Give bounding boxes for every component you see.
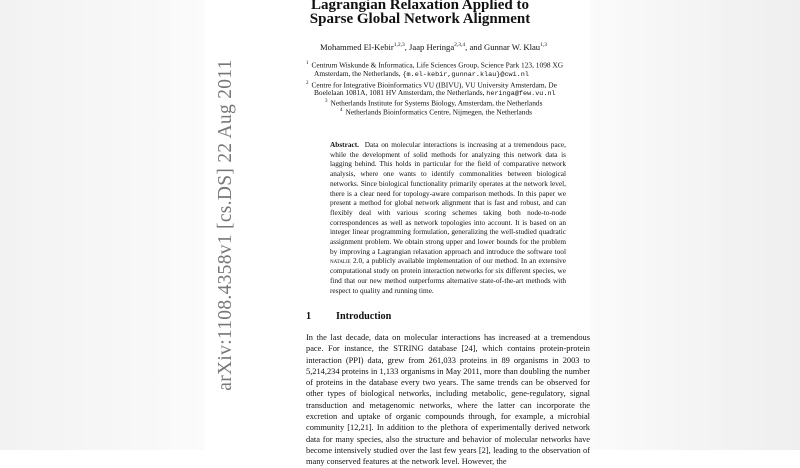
affiliation-text: Boelelaan 1081A, 1081 HV Amsterdam, the Netherlands, <box>314 88 487 97</box>
section-title: Introduction <box>336 311 392 322</box>
affiliation-text: Netherlands Bioinformatics Centre, Nijmegen, the Netherlands <box>345 107 533 117</box>
affiliation-number: 1 <box>306 61 309 66</box>
paper-title-line-2: Sparse Global Network Alignment <box>309 11 531 27</box>
affiliation-text: Centrum Wiskunde & Informatica, Life Sciences Group, Science Park 123, 1098 XG <box>311 60 564 70</box>
affiliation-text: Netherlands Institute for Systems Biology, Amsterdam, the Netherlands <box>330 98 543 108</box>
author-affil-sup: 2,3,4 <box>454 42 466 49</box>
right-margin <box>590 0 800 450</box>
section-number: 1 <box>306 311 312 322</box>
abstract-text: 2.0, a publicly available implementation of our method. In an extensive computational study on protein interaction networks for six different species, we find that our new method outperforms alternative state-of-the-art methods with respect to quality and running time. <box>330 256 566 295</box>
introduction-paragraph: In the last decade, data on molecular interactions has increased at a tremendous pace. For instance, the STRING database [24], which contains protein-protein interaction (PPI) data, grew from 261,033 proteins in 89 organisms in 2003 to 5,214,234 proteins in 1,133 organisms in May 2011, more than doubling the number of proteins in the database every two years. The same trends can be observed for other types of biological networks, including metabolic, gene-regulatory, signal transduction and metagenomic networks, where the latter can incorporate the excretion and uptake of organic compounds through, for example, a microbial community [12,21]. In addition to the plethora of experimentally derived network data for many species, also the structure and behavior of molecular networks have become intensively studied over the last few years [2], leading to the observation of many conserved features at the network level. However, the <box>306 333 590 467</box>
author-name: , Jaap Heringa <box>404 42 455 52</box>
affiliation-number: 2 <box>306 81 309 86</box>
author-list <box>320 42 600 52</box>
affiliation-4 <box>340 106 532 117</box>
author-affil-sup: 1,3 <box>540 42 547 49</box>
section-heading <box>306 311 391 322</box>
paper-title-line-1: Lagrangian Relaxation Applied to <box>311 0 529 13</box>
affiliation-number: 3 <box>325 99 328 104</box>
affiliation-text: Centre for Integrative Bioinformatics VU (IBIVU), VU University Amsterdam, De <box>311 80 557 90</box>
abstract-text: Data on molecular interactions is increasing at a tremendous pace, while the development of solid methods for analyzing this network data is lagging behind. This holds in particular for the field of comparative network analysis, where one wants to identify commonalities between biological networks. Since biological functionality primarily operates at the network level, there is a clear need for topology-aware comparison methods. In this paper we present a method for global network alignment that is fast and robust, and can flexibly deal with various scoring schemes taking both node-to-node correspondences as well as network topologies into account. It is based on an integer linear programming formulation, generalizing the well-studied quadratic assignment problem. We obtain strong upper and lower bounds for the problem by improving a Lagrangian relaxation approach and introduce the software tool <box>330 140 566 256</box>
affiliation-email: {m.el-kebir,gunnar.klau}@cwi.nl <box>402 71 529 79</box>
author-name: , and Gunnar W. Klau <box>465 42 541 52</box>
software-name: natalie <box>330 256 351 266</box>
arxiv-identifier: arXiv:1108.4358v1 [cs.DS] 22 Aug 2011 <box>215 59 236 391</box>
affiliation-number: 4 <box>340 108 343 113</box>
abstract <box>330 140 566 295</box>
affiliation-text: Amsterdam, the Netherlands, <box>314 69 403 78</box>
author-affil-sup: 1,2,3 <box>393 42 405 49</box>
left-margin <box>0 0 205 450</box>
abstract-label: Abstract. <box>330 140 359 149</box>
affiliation-email: heringa@few.vu.nl <box>486 90 556 98</box>
author-name: Mohammed El-Kebir <box>320 42 394 52</box>
